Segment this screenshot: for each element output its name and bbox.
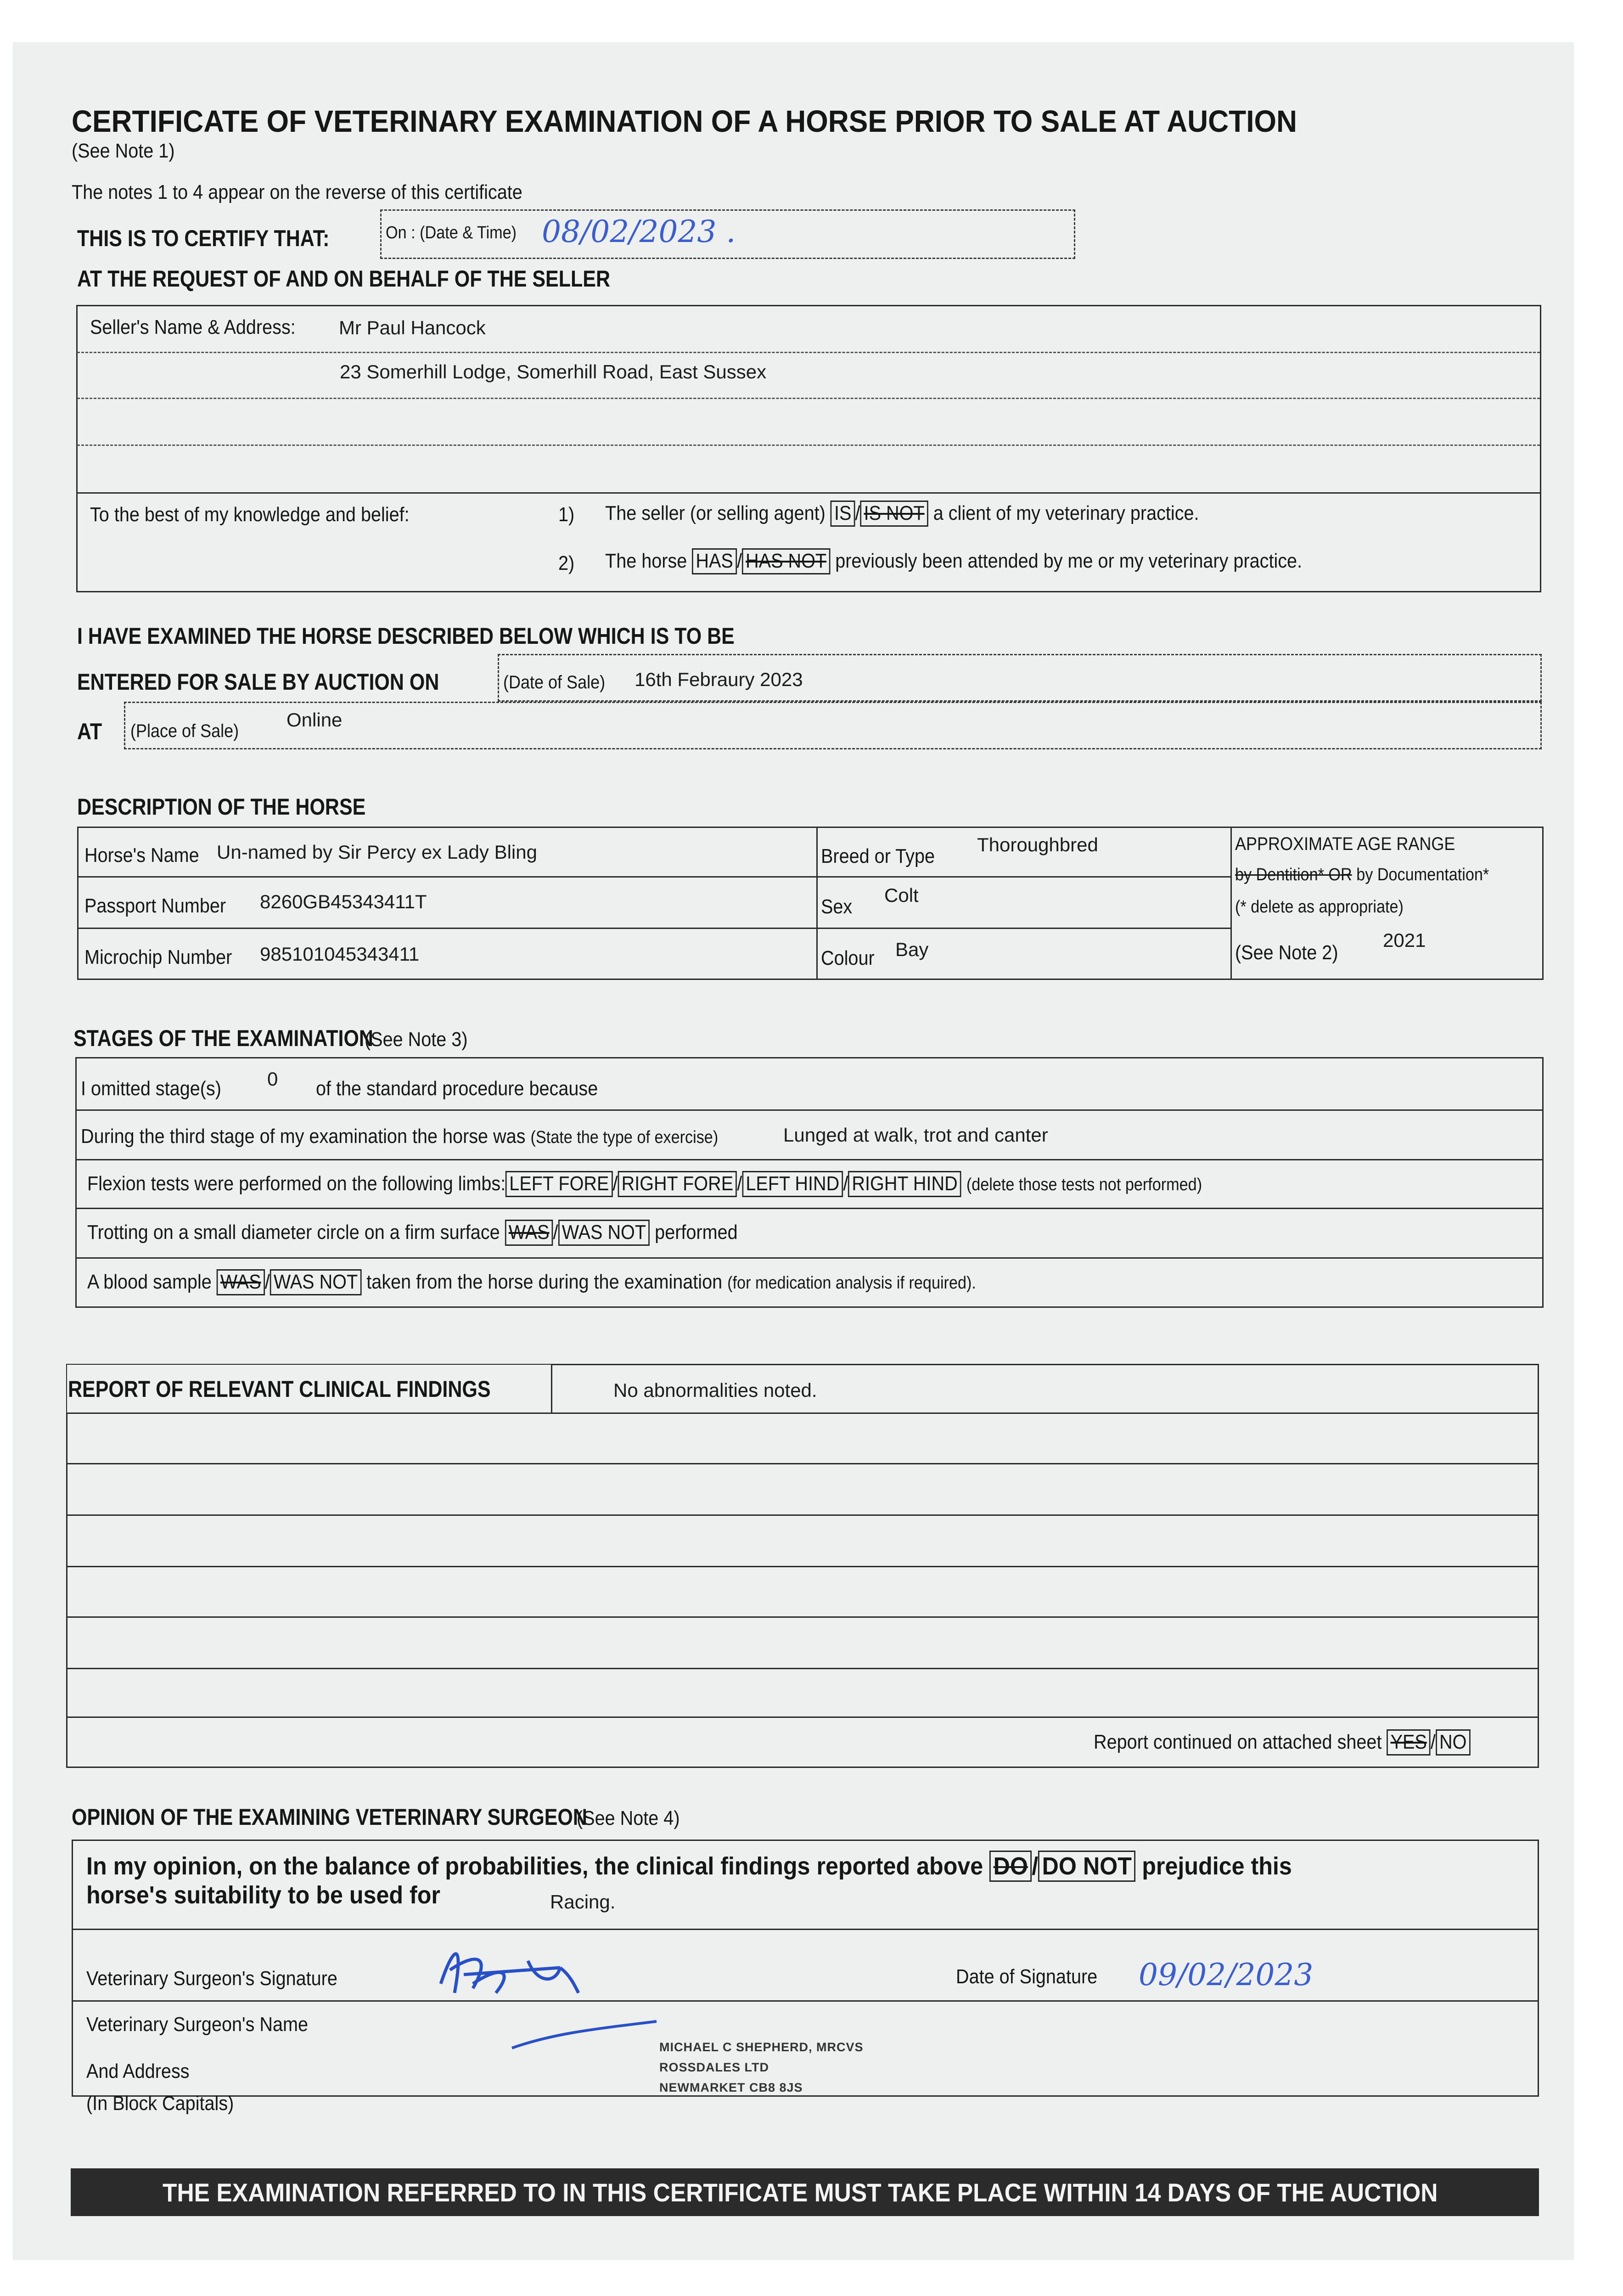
- has-not-option[interactable]: HAS NOT: [742, 548, 830, 574]
- sale-place-label: (Place of Sale): [130, 721, 239, 741]
- has-option[interactable]: HAS: [692, 548, 737, 574]
- report-section-title: REPORT OF RELEVANT CLINICAL FINDINGS: [68, 1376, 491, 1402]
- vet-address-label: And Address: [86, 2060, 190, 2082]
- knowledge-label: To the best of my knowledge and belief:: [90, 503, 410, 526]
- trot-was-not-option[interactable]: WAS NOT: [558, 1220, 650, 1246]
- flexion-row: Flexion tests were performed on the following limbs: LEFT FORE / RIGHT FORE / LEFT HIND / RIGHT HIND (delete those tests not performed): [87, 1171, 1202, 1197]
- sex-label: Sex: [821, 895, 853, 918]
- signature-label: Veterinary Surgeon's Signature: [86, 1967, 337, 1990]
- trotting-row: Trotting on a small diameter circle on a firm surface WAS / WAS NOT performed: [87, 1220, 738, 1246]
- intended-use-value[interactable]: Racing.: [550, 1891, 616, 1913]
- seller-name-value[interactable]: Mr Paul Hancock: [339, 317, 486, 338]
- third-stage-value[interactable]: Lunged at walk, trot and canter: [783, 1124, 1048, 1146]
- seller-client-statement: The seller (or selling agent) IS / IS NOT a client of my veterinary practice.: [605, 501, 1199, 527]
- age-value[interactable]: 2021: [1383, 929, 1426, 951]
- see-note-1: (See Note 1): [72, 140, 175, 162]
- is-not-option[interactable]: IS NOT: [860, 501, 928, 527]
- signature-image: [422, 1915, 661, 2053]
- blood-was-not-option[interactable]: WAS NOT: [270, 1269, 362, 1295]
- horse-section-title: DESCRIPTION OF THE HORSE: [77, 794, 366, 820]
- is-option[interactable]: IS: [831, 501, 855, 527]
- request-label: AT THE REQUEST OF AND ON BEHALF OF THE SELLER: [77, 266, 610, 292]
- do-not-option[interactable]: DO NOT: [1038, 1851, 1135, 1882]
- examined-label: I HAVE EXAMINED THE HORSE DESCRIBED BELOW WHICH IS TO BE: [77, 623, 735, 649]
- left-hind-option[interactable]: LEFT HIND: [742, 1171, 843, 1197]
- horse-attended-statement: The horse HAS / HAS NOT previously been attended by me or my veterinary practice.: [605, 548, 1302, 574]
- do-option[interactable]: DO: [989, 1851, 1032, 1882]
- vet-name-label: Veterinary Surgeon's Name: [86, 2013, 309, 2036]
- age-by-documentation[interactable]: by Documentation*: [1356, 865, 1489, 884]
- entered-label: ENTERED FOR SALE BY AUCTION ON: [77, 669, 439, 695]
- on-date-label: On : (Date & Time): [386, 223, 517, 242]
- trot-was-option[interactable]: WAS: [505, 1220, 553, 1246]
- sale-date-label: (Date of Sale): [503, 672, 606, 692]
- microchip-label: Microchip Number: [84, 946, 232, 968]
- sale-place-value: Online: [286, 709, 343, 731]
- blood-was-option[interactable]: WAS: [217, 1269, 265, 1295]
- notes-line: The notes 1 to 4 appear on the reverse of this certificate: [72, 181, 522, 203]
- colour-label: Colour: [821, 947, 875, 969]
- horse-name-label: Horse's Name: [84, 844, 199, 867]
- sale-date-value: 16th Febraury 2023: [635, 669, 803, 690]
- stages-section-title: STAGES OF THE EXAMINATION (See Note 3): [73, 1025, 468, 1051]
- opinion-line2: horse's suitability to be used for: [86, 1881, 440, 1909]
- age-method-line: [1235, 865, 1489, 885]
- right-fore-option[interactable]: RIGHT FORE: [618, 1171, 737, 1197]
- passport-value[interactable]: 8260GB45343411T: [260, 891, 427, 912]
- block-capitals-label: (In Block Capitals): [86, 2092, 234, 2115]
- breed-label: Breed or Type: [821, 845, 935, 867]
- vet-stamp: MICHAEL C SHEPHERD, MRCVS ROSSDALES LTD NEWMARKET CB8 8JS: [659, 2040, 864, 2094]
- report-findings-value[interactable]: No abnormalities noted.: [613, 1379, 817, 1401]
- item2-number: 2): [558, 552, 575, 574]
- omitted-stage-value[interactable]: 0: [267, 1068, 278, 1090]
- on-date-value: 08/02/2023 .: [542, 214, 736, 249]
- item1-number: 1): [558, 503, 575, 526]
- blood-sample-row: A blood sample WAS / WAS NOT taken from the horse during the examination (for medication analysis if required).: [87, 1269, 976, 1295]
- omitted-stage-label: I omitted stage(s): [81, 1077, 221, 1100]
- sex-value[interactable]: Colt: [884, 884, 919, 906]
- third-stage-label: During the third stage of my examination the horse was (State the type of exercise): [81, 1125, 719, 1148]
- omitted-stage-post: of the standard procedure because: [316, 1077, 598, 1100]
- certificate-title: CERTIFICATE OF VETERINARY EXAMINATION OF A HORSE PRIOR TO SALE AT AUCTION: [72, 104, 1297, 139]
- colour-value[interactable]: Bay: [895, 939, 929, 960]
- horse-name-value[interactable]: Un-named by Sir Percy ex Lady Bling: [217, 841, 537, 863]
- right-hind-option[interactable]: RIGHT HIND: [848, 1171, 961, 1197]
- left-fore-option[interactable]: LEFT FORE: [505, 1171, 612, 1197]
- breed-value[interactable]: Thoroughbred: [977, 834, 1098, 855]
- continued-no-option[interactable]: NO: [1436, 1729, 1471, 1756]
- age-range-title: APPROXIMATE AGE RANGE: [1235, 834, 1455, 854]
- opinion-statement: In my opinion, on the balance of probabilities, the clinical findings reported above DO / DO NOT prejudice this: [86, 1851, 1292, 1882]
- report-continued-row: Report continued on attached sheet YES / NO: [1094, 1729, 1471, 1756]
- seller-name-label: Seller's Name & Address:: [90, 316, 296, 338]
- microchip-value[interactable]: 985101045343411: [260, 943, 420, 965]
- certify-label: THIS IS TO CERTIFY THAT:: [77, 225, 330, 251]
- age-see-note: (See Note 2): [1235, 941, 1338, 964]
- opinion-section-title: OPINION OF THE EXAMINING VETERINARY SURGEON (See Note 4): [72, 1804, 680, 1830]
- footer-banner-text: THE EXAMINATION REFERRED TO IN THIS CERTIFICATE MUST TAKE PLACE WITHIN 14 DAYS OF THE AUCTION: [163, 2178, 1438, 2207]
- age-by-dentition[interactable]: by Dentition* OR: [1235, 865, 1352, 884]
- passport-label: Passport Number: [84, 895, 226, 917]
- signature-date-value[interactable]: 09/02/2023: [1139, 1957, 1314, 1992]
- age-delete-note: (* delete as appropriate): [1235, 897, 1404, 917]
- continued-yes-option[interactable]: YES: [1387, 1729, 1430, 1756]
- seller-address-value[interactable]: 23 Somerhill Lodge, Somerhill Road, East Sussex: [340, 361, 767, 383]
- signature-date-label: Date of Signature: [956, 1965, 1098, 1988]
- at-label: AT: [77, 719, 102, 744]
